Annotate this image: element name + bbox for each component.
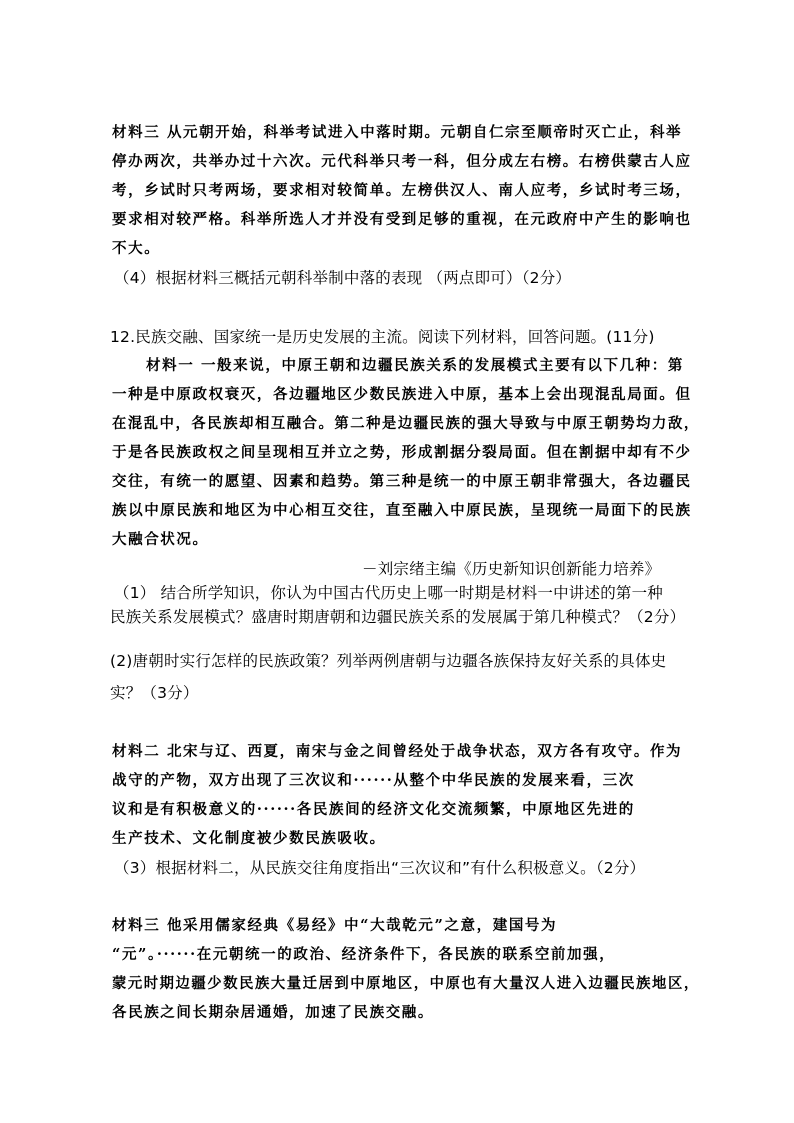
material1-source: －刘宗绪主编《历史新知识创新能力培养》 [362,560,661,578]
material3-yuan-line-3: 考，乡试时只考两场，要求相对较简单。左榜供汉人、南人应考，乡试时考三场， [112,182,692,199]
question-4: （4）根据材料三概括元朝科举制中落的表现 （两点即可）（2分） [114,269,572,287]
question-12-2-line-1: (2)唐朝时实行怎样的民族政策？列举两例唐朝与边疆各族保持友好关系的具体史 [110,652,667,670]
question-12-intro: 12.民族交融、国家统一是历史发展的主流。阅读下列材料，回答问题。(11分) [110,328,655,346]
material3-yuan-line-5: 不大。 [112,240,161,257]
material3-yuan-line-1: 材料三 从元朝开始，科举考试进入中落时期。元朝自仁宗至顺帝时灭亡止，科举 [112,124,683,141]
material2-line-2: 战守的产物，双方出现了三次议和······从整个中华民族的发展来看，三次 [112,772,635,789]
material3-line-4: 各民族之间长期杂居通婚，加速了民族交融。 [112,1004,434,1021]
material1-line-3: 在混乱中，各民族却相互融合。第二种是边疆民族的强大导致与中原王朝势均力敌， [112,415,700,432]
material3-yuan-line-2: 停办两次，共举办过十六次。元代科举只考一科，但分成左右榜。右榜供蒙古人应 [112,153,692,170]
material2-line-4: 生产技术、文化制度被少数民族吸收。 [112,830,386,847]
material1-line-6: 族以中原民族和地区为中心相互交往，直至融入中原民族，呈现统一局面下的民族 [112,502,692,519]
material2-line-1: 材料二 北宋与辽、西夏，南宋与金之间曾经处于战争状态，双方各有攻守。作为 [112,743,683,760]
material1-line-2: 一种是中原政权衰灭，各边疆地区少数民族进入中原，基本上会出现混乱局面。但 [112,386,692,403]
material3-line-3: 蒙元时期边疆少数民族大量迁居到中原地区，中原也有大量汉人进入边疆民族地区， [112,975,700,992]
material2-line-3: 议和是有积极意义的······各民族间的经济文化交流频繁，中原地区先进的 [112,801,635,818]
material3-line-1: 材料三 他采用儒家经典《易经》中“大哉乾元”之意，建国号为 [112,917,558,934]
question-12-1-line-2: 民族关系发展模式？盛唐时期唐朝和边疆民族关系的发展属于第几种模式？（2分） [110,608,686,626]
question-12-2-line-2: 实？（3分） [110,684,199,702]
material3-yuan-line-4: 要求相对较严格。科举所选人才并没有受到足够的重视，在元政府中产生的影响也 [112,211,692,228]
material3-line-2: “元”。······在元朝统一的政治、经济条件下，各民族的联系空前加强， [112,946,616,963]
question-12-3: （3）根据材料二，从民族交往角度指出“三次议和”有什么积极意义。（2分） [114,859,646,877]
question-12-1-line-1: （1） 结合所学知识，你认为中国古代历史上哪一时期是材料一中讲述的第一种 [114,584,663,602]
material1-line-1: 材料一 一般来说，中原王朝和边疆民族关系的发展模式主要有以下几种：第 [146,357,684,374]
material1-line-4: 于是各民族政权之间呈现相互并立之势，形成割据分裂局面。但在割据中却有不少 [112,444,692,461]
material1-line-5: 交往，有统一的愿望、因素和趋势。第三种是统一的中原王朝非常强大，各边疆民 [112,473,692,490]
material1-line-7: 大融合状况。 [112,531,209,548]
